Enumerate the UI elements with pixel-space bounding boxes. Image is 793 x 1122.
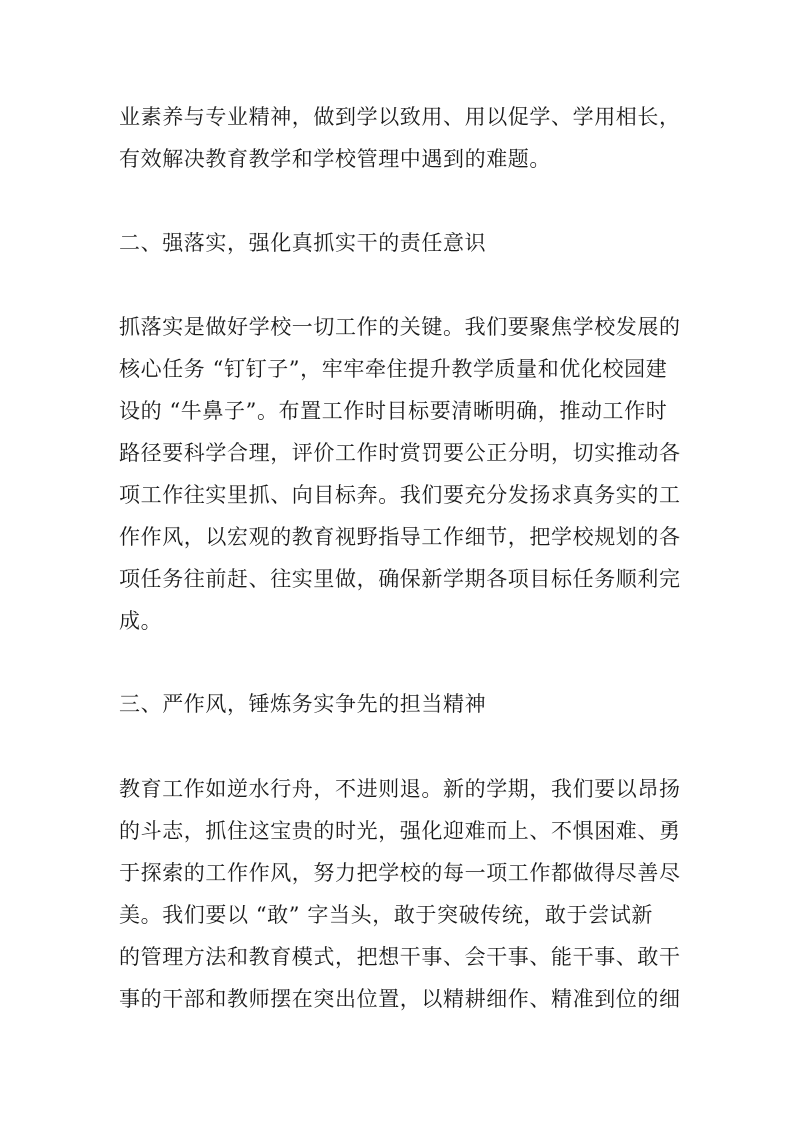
paragraph-line: 核心任务 “钉钉子”，牢牢牵住提升教学质量和优化校园建 [119, 357, 668, 381]
paragraph-line: 路径要科学合理，评价工作时赏罚要公正分明，切实推动各 [119, 441, 681, 465]
paragraph-line: 有效解决教育教学和学校管理中遇到的难题。 [119, 147, 551, 171]
paragraph-line: 教育工作如逆水行舟，不进则退。新的学期，我们要以昂扬 [119, 777, 681, 801]
section-heading: 三、严作风，锤炼务实争先的担当精神 [119, 692, 487, 716]
paragraph-line: 事的干部和教师摆在突出位置，以精耕细作、精准到位的细 [119, 987, 681, 1011]
section-heading: 二、强落实，强化真抓实干的责任意识 [119, 231, 487, 255]
paragraph-line: 业素养与专业精神，做到学以致用、用以促学、学用相长， [119, 105, 681, 129]
paragraph-line: 美。我们要以 “敢” 字当头，敢于突破传统，敢于尝试新 [119, 903, 654, 927]
paragraph-line: 的斗志，抓住这宝贵的时光，强化迎难而上、不惧困难、勇 [119, 819, 681, 843]
paragraph-line: 设的 “牛鼻子”。布置工作时目标要清晰明确，推动工作时 [119, 399, 668, 423]
paragraph-line: 的管理方法和教育模式，把想干事、会干事、能干事、敢干 [119, 945, 681, 969]
paragraph-line: 项任务往前赶、往实里做，确保新学期各项目标任务顺利完 [119, 567, 681, 591]
paragraph-line: 成。 [119, 609, 163, 633]
paragraph-line: 于探索的工作作风，努力把学校的每一项工作都做得尽善尽 [119, 861, 681, 885]
paragraph-line: 作作风，以宏观的教育视野指导工作细节，把学校规划的各 [119, 525, 681, 549]
paragraph-line: 抓落实是做好学校一切工作的关键。我们要聚焦学校发展的 [119, 315, 681, 339]
paragraph-line: 项工作往实里抓、向目标奔。我们要充分发扬求真务实的工 [119, 483, 681, 507]
